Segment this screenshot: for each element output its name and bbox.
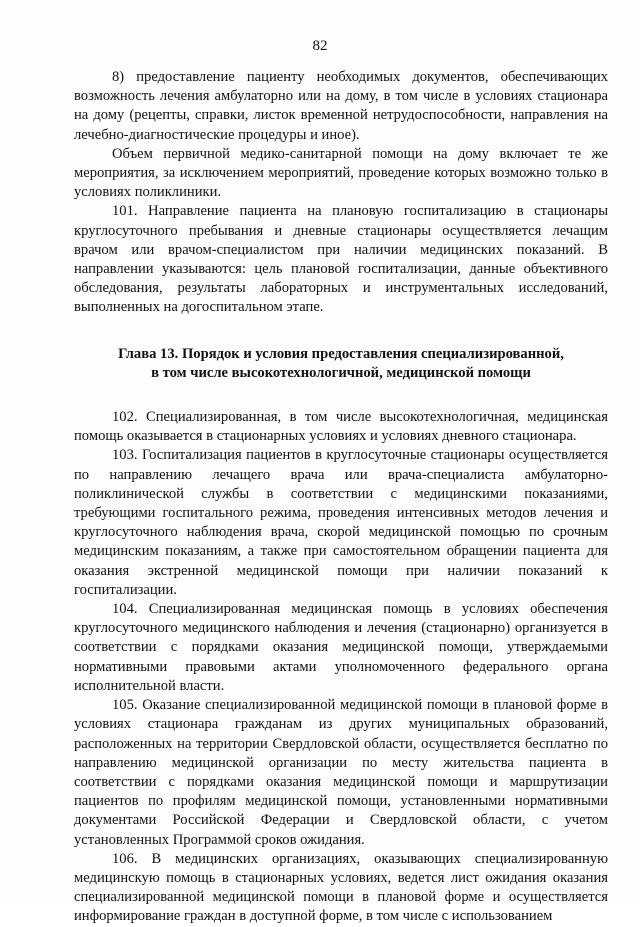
- paragraph-101: 101. Направление пациента на плановую госпитализацию в стационары круглосуточного пребывания и дневные стационары осуществляется лечащим врачом или врачом-специалистом при наличии медицинских показаний. В направлении указываются: цель плановой госпитализации, данные объективного обследования, результаты лабораторных и инструментальных исследований, выполненных на догоспитальном этапе.: [74, 203, 608, 316]
- paragraph-104: 104. Специализированная медицинская помощь в условиях обеспечения круглосуточного медицинского наблюдения и лечения (стационарно) организуется в соответствии с порядками оказания медицинской помощи, утверждаемыми нормативными правовыми актами уполномоченного федерального органа исполнительной власти.: [74, 601, 608, 694]
- chapter-13-heading: [74, 345, 608, 383]
- page-number: 82: [312, 38, 328, 54]
- paragraph-103: 103. Госпитализация пациентов в круглосуточные стационары осуществляется по направлению лечащего врача или врача-специалиста амбулаторно-поликлинической службы в соответствии с медицинскими показаниями, требующими госпитального режима, проведения интенсивных методов лечения и круглосуточного наблюдения врача, скорой медицинской помощью по срочным медицинским показаниям, а также при самостоятельном обращении пациента для оказания экстренной медицинской помощи при наличии показаний к госпитализации.: [74, 447, 608, 598]
- paragraph-105: 105. Оказание специализированной медицинской помощи в плановой форме в условиях стационара гражданам из других муниципальных образований, расположенных на территории Свердловской области, осуществляется бесплатно по направлению медицинской организации по месту жительства пациента в соответствии с порядками оказания медицинской помощи и маршрутизации пациентов по профилям медицинской помощи, установленными нормативными документами Российской Федерации и Свердловской области, с учетом установленных Программой сроков ожидания.: [74, 697, 608, 848]
- paragraph-home-care-scope: Объем первичной медико-санитарной помощи на дому включает те же мероприятия, за исключением мероприятий, проведение которых возможно только в условиях поликлиники.: [74, 145, 608, 201]
- document-body: [74, 68, 608, 927]
- paragraph-item-8: 8) предоставление пациенту необходимых документов, обеспечивающих возможность лечения амбулаторно или на дому, в том числе в условиях стационара на дому (рецепты, справки, листок временной нетрудоспособности, направления на лечебно-диагностические процедуры и иное).: [74, 69, 608, 143]
- paragraph-106: 106. В медицинских организациях, оказывающих специализированную медицинскую помощь в стационарных условиях, ведется лист ожидания оказания специализированной медицинской помощи в плановой форме и осуществляется информирование граждан в доступной форме, в том числе с использованием: [74, 850, 608, 925]
- paragraph-102: 102. Специализированная, в том числе высокотехнологичная, медицинская помощь оказывается в стационарных условиях и условиях дневного стационара.: [74, 409, 608, 445]
- chapter-heading-line-1: Глава 13. Порядок и условия предоставления специализированной,: [118, 345, 564, 362]
- chapter-heading-line-2: в том числе высокотехнологичной, медицинской помощи: [151, 364, 531, 381]
